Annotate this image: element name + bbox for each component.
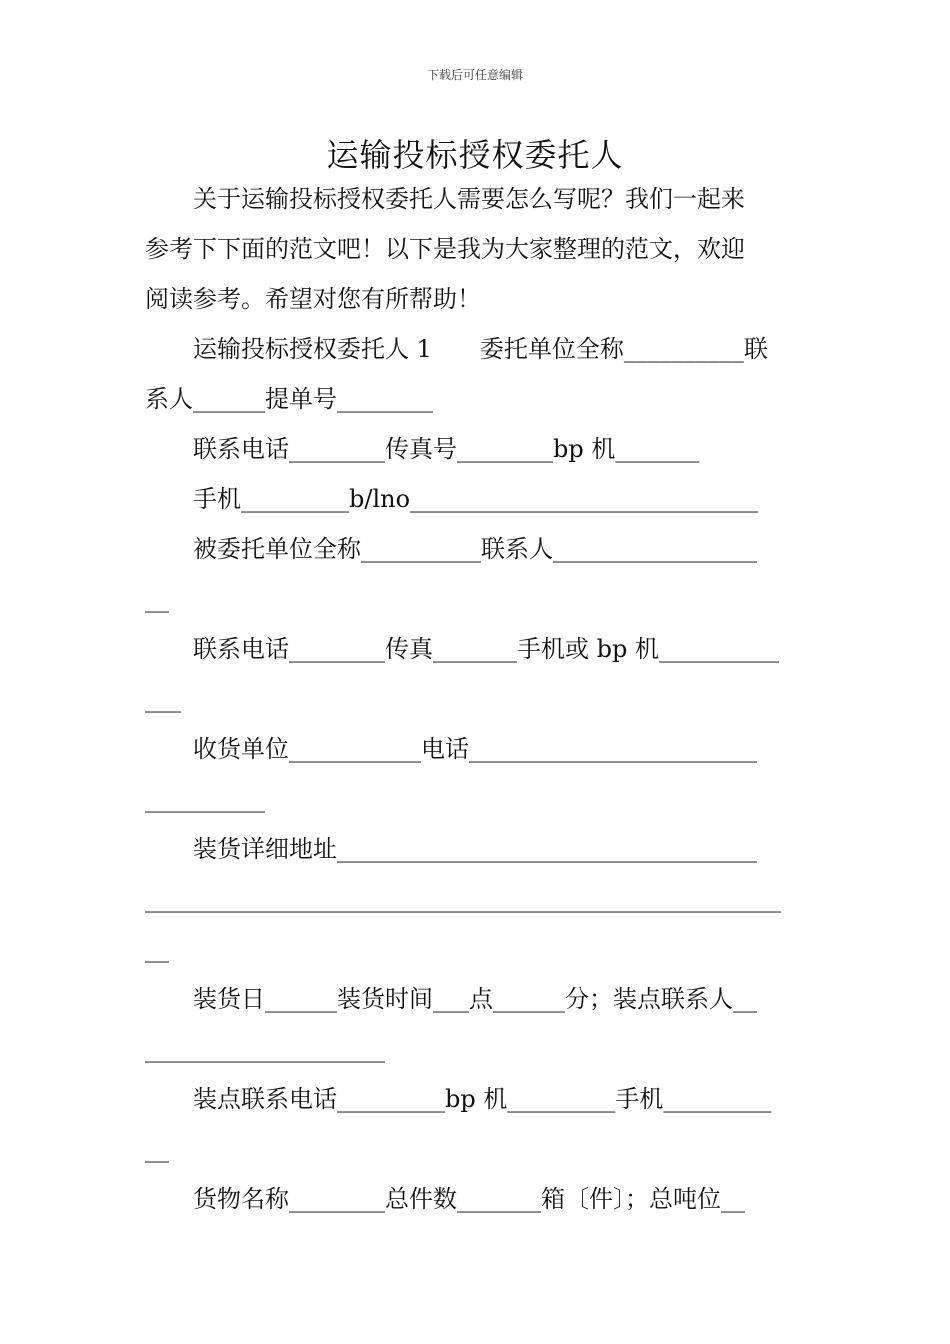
body-line: 被委托单位全称__________联系人_________________ xyxy=(145,535,757,563)
body-line: 联系电话________传真号________bp 机_______ xyxy=(145,435,700,463)
body-line: 关于运输投标授权委托人需要怎么写呢？我们一起来 xyxy=(145,185,745,213)
body-line: __ xyxy=(145,585,169,613)
body-line: 装货详细地址___________________________________ xyxy=(145,835,757,863)
document-title: 运输投标授权委托人 xyxy=(326,136,624,174)
body-line: __ xyxy=(145,1135,169,1163)
body-line: _____________________________________________________ xyxy=(145,885,781,913)
body-line: ____________________ xyxy=(145,1035,385,1063)
body-line: 系人______提单号________ xyxy=(145,385,433,413)
body-line: 阅读参考。希望对您有所帮助！ xyxy=(145,285,481,313)
body-line: 运输投标授权委托人 1 委托单位全称__________联 xyxy=(145,335,768,363)
body-line: 参考下下面的范文吧！以下是我为大家整理的范文，欢迎 xyxy=(145,235,745,263)
body-line: ___ xyxy=(145,685,181,713)
header-note: 下载后可任意编辑 xyxy=(426,68,523,82)
body-line: 装货日______装货时间___点______分；装点联系人__ xyxy=(145,985,757,1013)
body-line: 联系电话________传真_______手机或 bp 机__________ xyxy=(145,635,779,663)
body-line: 手机_________b/lno_____________________________ xyxy=(145,485,759,513)
body-line: 收货单位___________电话________________________ xyxy=(145,735,757,763)
body-line: 货物名称________总件数_______箱〔件〕；总吨位__ xyxy=(145,1185,745,1213)
body-line: __________ xyxy=(145,785,265,813)
body-line: __ xyxy=(145,935,169,963)
body-line: 装点联系电话_________bp 机_________手机_________ xyxy=(145,1085,772,1113)
